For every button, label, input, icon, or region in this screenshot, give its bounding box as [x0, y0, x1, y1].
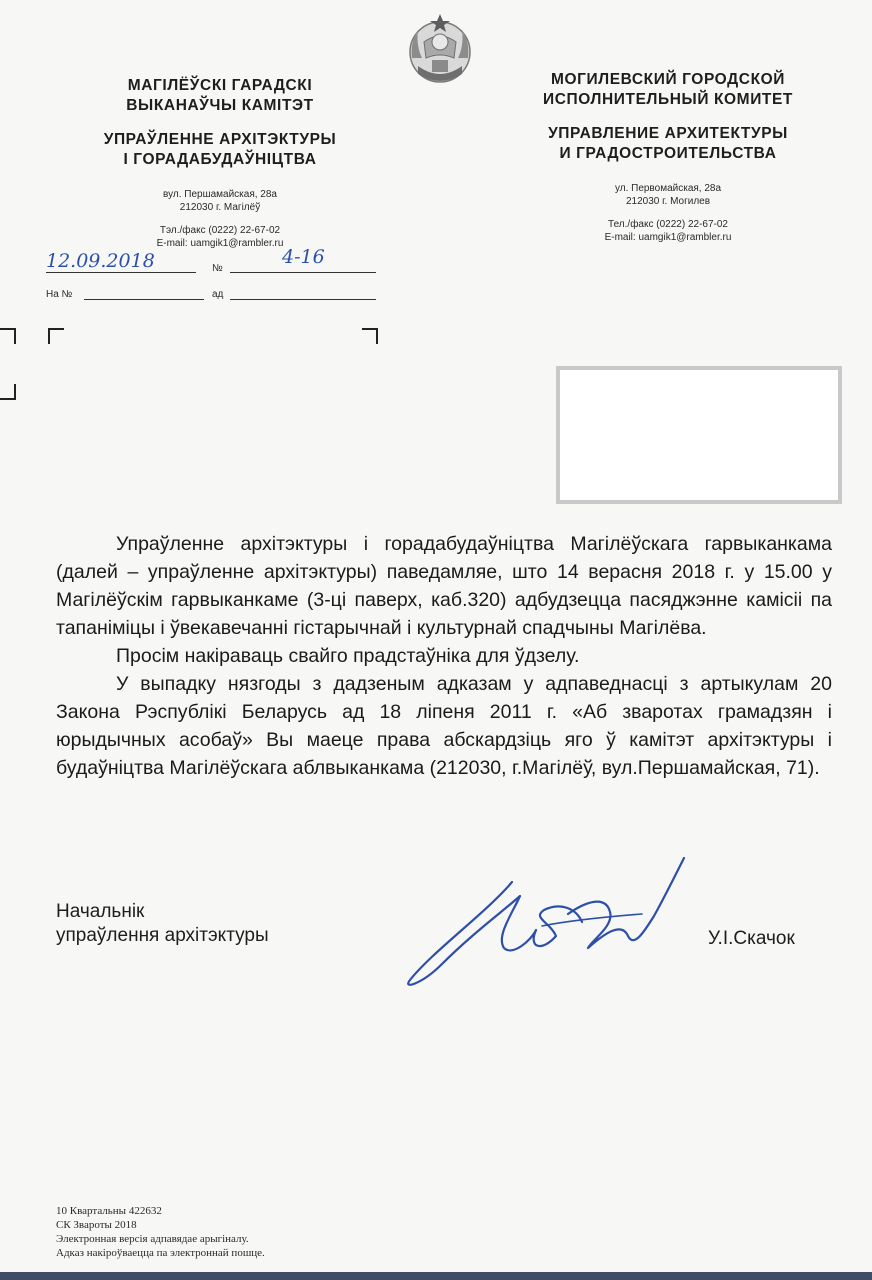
body-paragraph-1: Упраўленне архітэктуры і горадабудаўніцтва Магілёўскага гарвыканкама (далей – упраўленне архітэктуры) паведамляе, што 14 верасня 2018 г. у 15.00 у Магілёўскім гарвыканкаме (3-ці паверх, каб.320) адбудзецца пасяджэнне камісіі па тапаніміцы і ўвекавечанні гістарычнай і культурнай спадчыны Магілёва. — [56, 533, 832, 639]
address-by-1: вул. Першамайская, 28а — [163, 189, 277, 200]
reply-label: На № — [46, 289, 73, 300]
phone-ru: Тел./факс (0222) 22-67-02 — [608, 219, 728, 230]
signatory-title-line-1: Начальнік — [56, 901, 145, 922]
email-by: E-mail: uamgik1@rambler.ru — [156, 238, 284, 249]
corner-mark-top-right — [362, 328, 378, 344]
footer-line-3: Электронная версія адпавядае арыгіналу. — [56, 1233, 249, 1245]
margin-mark-2 — [0, 384, 16, 400]
address-ru-1: ул. Первомайская, 28а — [614, 183, 722, 194]
footer-line-2: СК Звароты 2018 — [56, 1219, 137, 1231]
header-right — [488, 70, 848, 244]
dept-name-by-1: УПРАЎЛЕННЕ АРХІТЭКТУРЫ — [103, 131, 337, 148]
number-label: № — [212, 263, 223, 274]
margin-mark-1 — [0, 328, 16, 344]
corner-mark-top-left — [48, 328, 64, 344]
dept-name-ru-1: УПРАВЛЕНИЕ АРХИТЕКТУРЫ — [548, 125, 788, 142]
org-name-by-2: ВЫКАНАЎЧЫ КАМІТЭТ — [126, 97, 314, 114]
number-underline — [230, 272, 376, 273]
from-label: ад — [212, 289, 224, 300]
handwritten-signature — [392, 852, 692, 992]
footer-line-1: 10 Квартальны 422632 — [56, 1205, 162, 1217]
header-left — [40, 76, 400, 250]
org-name-ru-1: МОГИЛЕВСКИЙ ГОРОДСКОЙ — [550, 71, 786, 88]
from-underline — [230, 299, 376, 300]
registration-number: 4-16 — [282, 246, 325, 268]
reply-underline — [84, 299, 204, 300]
address-ru-2: 212030 г. Могилев — [625, 196, 711, 207]
body-paragraph-2: Просім накіраваць свайго прадстаўніка для ўдзелу. — [116, 645, 580, 667]
org-name-ru-2: ИСПОЛНИТЕЛЬНЫЙ КОМИТЕТ — [542, 91, 794, 108]
body-paragraph-3: У выпадку нязгоды з дадзеным адказам у адпаведнасці з артыкулам 20 Закона Рэспублікі Беларусь ад 18 ліпеня 2011 г. «Аб зваротах грамадзян і юрыдычных асобаў» Вы маеце права абскардзіць яго ў камітэт архітэктуры і будаўніцтва Магілёўскага аблвыканкама (212030, г.Магілёў, вул.Першамайская, 71). — [56, 673, 832, 779]
date-underline — [46, 272, 196, 273]
phone-by: Тэл./факс (0222) 22-67-02 — [159, 225, 281, 236]
registration-date: 12.09.2018 — [46, 250, 155, 272]
document-footer — [56, 1204, 265, 1260]
address-by-2: 212030 г. Магілёў — [179, 202, 261, 213]
dept-name-by-2: І ГОРАДАБУДАЎНІЦТВА — [123, 151, 317, 168]
email-ru: E-mail: uamgik1@rambler.ru — [604, 232, 732, 243]
state-emblem-icon — [402, 12, 478, 88]
dept-name-ru-2: И ГРАДОСТРОИТЕЛЬСТВА — [559, 145, 777, 162]
letter-body — [56, 530, 832, 782]
footer-line-4: Адказ накіроўваецца па электроннай пошце. — [56, 1247, 265, 1259]
signatory-title — [56, 900, 269, 948]
signatory-name: У.І.Скачок — [708, 928, 795, 949]
redacted-addressee-block — [556, 366, 842, 504]
org-name-by-1: МАГІЛЁЎСКІ ГАРАДСКІ — [127, 77, 313, 94]
signatory-title-line-2: упраўлення архітэктуры — [56, 925, 269, 946]
bottom-edge-bar — [0, 1272, 872, 1280]
